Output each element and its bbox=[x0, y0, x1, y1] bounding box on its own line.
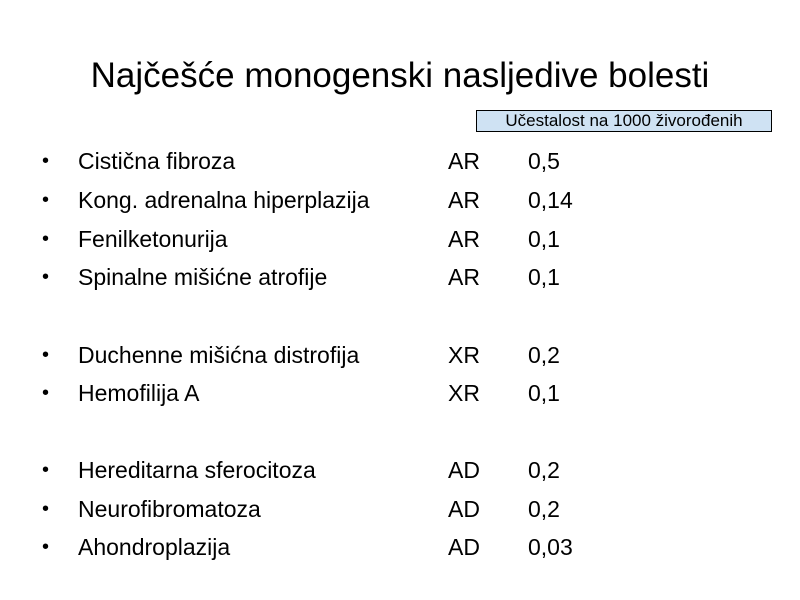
frequency-value: 0,1 bbox=[528, 226, 560, 252]
frequency-column-header: Učestalost na 1000 živorođenih bbox=[476, 110, 772, 132]
disease-name: Spinalne mišićne atrofije bbox=[78, 264, 328, 290]
frequency-value: 0,5 bbox=[528, 148, 560, 174]
bullet-icon: • bbox=[42, 344, 50, 366]
inheritance-mode: AD bbox=[448, 534, 480, 560]
inheritance-mode: AR bbox=[448, 187, 480, 213]
list-item bbox=[0, 224, 800, 254]
bullet-icon: • bbox=[42, 189, 50, 211]
disease-name: Ahondroplazija bbox=[78, 534, 231, 560]
list-item bbox=[0, 262, 800, 292]
list-item bbox=[0, 494, 800, 524]
list-item bbox=[0, 340, 800, 370]
list-item bbox=[0, 455, 800, 485]
list-item bbox=[0, 378, 800, 408]
bullet-icon: • bbox=[42, 498, 50, 520]
bullet-icon: • bbox=[42, 228, 50, 250]
disease-name: Fenilketonurija bbox=[78, 226, 228, 252]
bullet-icon: • bbox=[42, 382, 50, 404]
disease-name: Neurofibromatoza bbox=[78, 496, 261, 522]
disease-name: Hemofilija A bbox=[78, 380, 200, 406]
bullet-icon: • bbox=[42, 459, 50, 481]
frequency-value: 0,03 bbox=[528, 534, 573, 560]
bullet-icon: • bbox=[42, 150, 50, 172]
inheritance-mode: AD bbox=[448, 457, 480, 483]
list-item bbox=[0, 146, 800, 176]
disease-name: Cistična fibroza bbox=[78, 148, 236, 174]
bullet-icon: • bbox=[42, 266, 50, 288]
frequency-value: 0,2 bbox=[528, 496, 560, 522]
inheritance-mode: AR bbox=[448, 226, 480, 252]
inheritance-mode: XR bbox=[448, 342, 480, 368]
disease-name: Kong. adrenalna hiperplazija bbox=[78, 187, 370, 213]
list-item bbox=[0, 185, 800, 215]
frequency-value: 0,14 bbox=[528, 187, 573, 213]
bullet-icon: • bbox=[42, 536, 50, 558]
slide-title: Najčešće monogenski nasljedive bolesti bbox=[90, 56, 710, 95]
frequency-value: 0,1 bbox=[528, 380, 560, 406]
inheritance-mode: AD bbox=[448, 496, 480, 522]
frequency-value: 0,2 bbox=[528, 457, 560, 483]
disease-name: Hereditarna sferocitoza bbox=[78, 457, 316, 483]
frequency-value: 0,1 bbox=[528, 264, 560, 290]
list-item bbox=[0, 532, 800, 562]
inheritance-mode: AR bbox=[448, 148, 480, 174]
inheritance-mode: AR bbox=[448, 264, 480, 290]
frequency-value: 0,2 bbox=[528, 342, 560, 368]
inheritance-mode: XR bbox=[448, 380, 480, 406]
disease-name: Duchenne mišićna distrofija bbox=[78, 342, 360, 368]
